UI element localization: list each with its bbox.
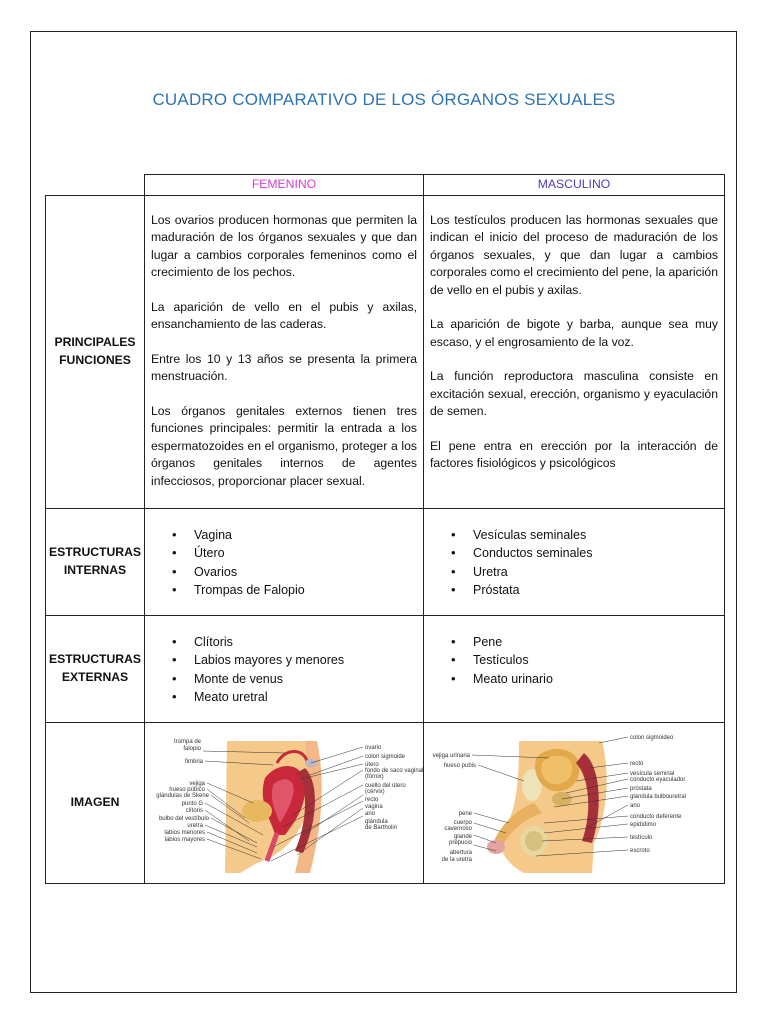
paragraph: La función reproductora masculina consiste en excitación sexual, erección, organismo y eyaculación de semen.	[430, 369, 718, 418]
header-row	[46, 175, 725, 196]
masc-label-left: vejiga urinaria	[432, 752, 470, 759]
list-item: • Uretra	[473, 563, 723, 582]
paragraph: Los testículos producen las hormonas sexuales que indican el inicio del proceso de maduración de los órganos sexuales, y que dan lugar a cambios corporales como el crecimiento del pene, la aparición de vello en el pubis y axilas.	[430, 212, 718, 297]
header-blank-cell	[46, 175, 145, 196]
masc-label-right: ano	[630, 802, 641, 809]
fem-label-right: ovario	[365, 744, 382, 751]
paragraph: Los órganos genitales externos tienen tres funciones principales: permitir la entrada a los espermatozoides en el organismo, proteger a los órganos genitales internos de agentes infecciosos, proporcionar placer sexual.	[151, 403, 417, 488]
column-header-femenino: FEMENINO	[145, 175, 424, 196]
bullet-list	[146, 526, 422, 600]
list-item: • Conductos seminales	[473, 544, 723, 563]
paragraph: El pene entra en erección por la interacción de factores fisiológicos y psicológicos	[430, 438, 718, 470]
list-item: • Meato urinario	[473, 670, 723, 689]
page-title: CUADRO COMPARATIVO DE LOS ÓRGANOS SEXUALES	[152, 90, 616, 109]
fem-label-left: clítoris	[185, 807, 203, 814]
internas-femenino-cell	[145, 508, 424, 615]
externas-masculino-cell	[424, 615, 725, 722]
list-item: • Próstata	[473, 581, 723, 600]
fem-label-left: vejiga	[189, 780, 205, 787]
row-label-line: EXTERNAS	[61, 669, 129, 684]
female-anatomy-illustration	[145, 723, 424, 878]
paragraph: La aparición de vello en el pubis y axilas, ensanchamiento de las caderas.	[151, 299, 417, 331]
paragraph: Entre los 10 y 13 años se presenta la primera menstruación.	[151, 351, 417, 383]
fem-label-right: útero	[365, 761, 379, 768]
row-label-line: PRINCIPALES	[54, 335, 136, 349]
bullet-list	[146, 633, 422, 707]
masc-label-left: abertura	[449, 849, 472, 856]
fem-label-left: hueso púbico	[169, 786, 205, 793]
list-item: • Meato uretral	[194, 688, 422, 707]
fem-label-left: falopio	[183, 745, 201, 752]
row-label-line: ESTRUCTURAS	[48, 545, 142, 559]
masc-label-right: próstata	[630, 785, 652, 792]
fem-label-right: ano	[365, 810, 376, 817]
fem-label-left: glándulas de Skene	[156, 792, 209, 799]
fem-label-left: uretra	[187, 822, 203, 829]
list-item: • Testículos	[473, 651, 723, 670]
paragraph: Los ovarios producen hormonas que permiten la maduración de los órganos sexuales y que dan lugar a cambios corporales femeninos como el crecimiento de los pechos.	[151, 212, 417, 279]
masc-label-right: glándula bulbouretral	[630, 793, 687, 800]
list-item: • Vesículas seminales	[473, 526, 723, 545]
fem-label-right: recto	[365, 796, 379, 803]
row-label-funciones	[46, 195, 145, 508]
row-label-imagen: IMAGEN	[46, 722, 145, 884]
male-anatomy-illustration	[424, 723, 725, 878]
fem-label-left: bulbo del vestíbulo	[158, 815, 209, 822]
list-item: • Clítoris	[194, 633, 422, 652]
fem-label-left: trompa de	[173, 738, 201, 745]
row-principales-funciones	[46, 195, 725, 508]
bullet-list	[425, 526, 723, 600]
fem-label-right: (fórnix)	[365, 773, 384, 780]
row-estructuras-externas	[46, 615, 725, 722]
masc-label-left: de la uretra	[441, 856, 472, 863]
list-item: • Trompas de Falopio	[194, 581, 422, 600]
paragraph: La aparición de bigote y barba, aunque sea muy escaso, y el engrosamiento de la voz.	[430, 317, 718, 349]
fem-label-right: glándula	[365, 818, 388, 825]
masc-label-right: conducto eyaculador	[630, 776, 686, 783]
female-anatomy-image-cell	[145, 722, 424, 884]
column-header-masculino: MASCULINO	[424, 175, 725, 196]
list-item: • Vagina	[194, 526, 422, 545]
row-imagen	[46, 722, 725, 884]
row-label-line: ESTRUCTURAS	[48, 652, 142, 666]
masc-label-right: escroto	[630, 847, 650, 854]
masc-label-right: vesícula seminal	[630, 770, 675, 777]
masc-label-right: testículo	[630, 834, 653, 841]
list-item: • Ovarios	[194, 563, 422, 582]
masc-label-right: conducto deferente	[630, 813, 682, 820]
row-estructuras-internas	[46, 508, 725, 615]
masc-label-left: hueso pubis	[443, 762, 476, 769]
masc-label-left: pene	[458, 810, 472, 817]
masc-label-right: recto	[630, 760, 644, 767]
fem-label-right: fondo de saco vaginal	[365, 767, 424, 774]
fem-label-right: vagina	[365, 803, 383, 810]
masc-label-left: cavernoso	[444, 825, 472, 832]
fem-label-left: punto G	[181, 800, 203, 807]
masc-label-left: cuerpo	[453, 819, 472, 826]
row-label-externas	[46, 615, 145, 722]
row-label-line: FUNCIONES	[59, 352, 131, 367]
fem-label-right: (cérvix)	[365, 788, 385, 795]
fem-label-left: labios menores	[164, 829, 205, 836]
list-item: • Pene	[473, 633, 723, 652]
list-item: • Labios mayores y menores	[194, 651, 422, 670]
fem-label-right: cuello del útero	[365, 782, 406, 789]
male-anatomy-image-cell	[424, 722, 725, 884]
funciones-masculino-cell	[424, 195, 725, 508]
row-label-internas	[46, 508, 145, 615]
fem-label-right: colon sigmoide	[365, 753, 406, 760]
bullet-list	[425, 633, 723, 689]
funciones-femenino-cell	[145, 195, 424, 508]
masc-label-right: colon sigmoideo	[630, 734, 674, 741]
row-label-line: INTERNAS	[63, 562, 127, 577]
fem-label-left: fimbria	[184, 758, 203, 765]
masc-label-left: glande	[453, 833, 472, 840]
masc-label-left: prepucio	[448, 839, 472, 846]
externas-femenino-cell	[145, 615, 424, 722]
fem-label-right: de Bartholin	[365, 824, 398, 831]
list-item: • Monte de venus	[194, 670, 422, 689]
masc-label-right: epidídimo	[630, 821, 657, 828]
list-item: • Útero	[194, 544, 422, 563]
internas-masculino-cell	[424, 508, 725, 615]
fem-label-left: labios mayores	[164, 836, 205, 843]
comparison-table	[45, 174, 725, 884]
